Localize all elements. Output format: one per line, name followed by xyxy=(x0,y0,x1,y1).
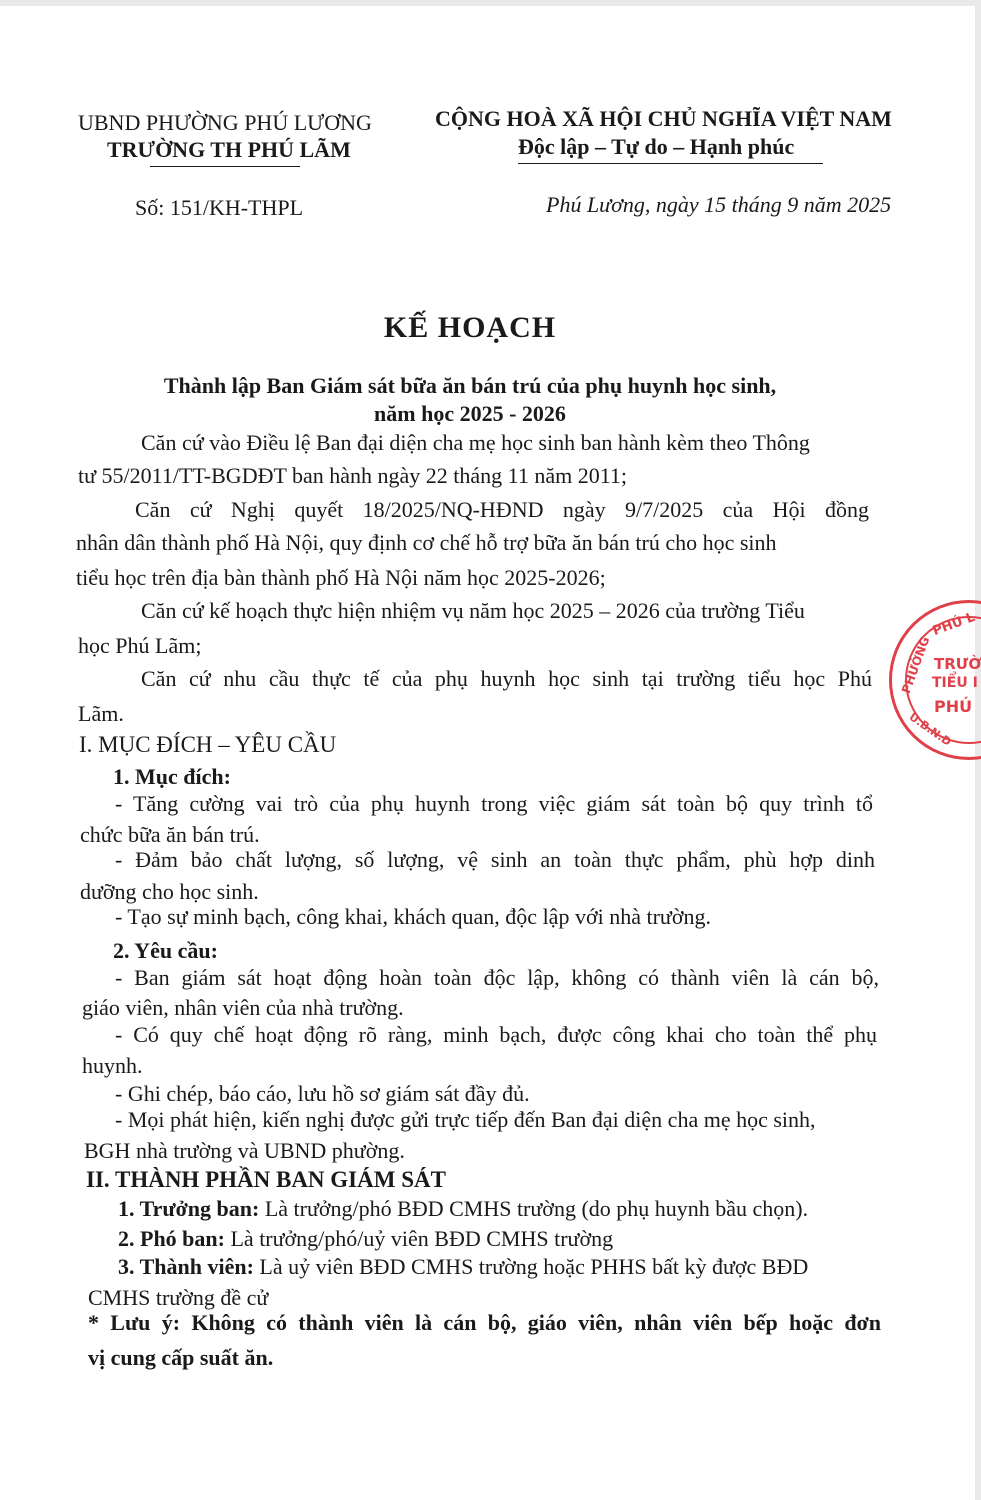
basis-line: học Phú Lãm; xyxy=(78,633,202,658)
basis-line: tư 55/2011/TT-BGDĐT ban hành ngày 22 tháng 11 năm 2011; xyxy=(78,463,628,488)
school-name: TRƯỜNG TH PHÚ LÃM xyxy=(107,137,351,162)
section-2-heading: II. THÀNH PHẦN BAN GIÁM SÁT xyxy=(86,1167,446,1192)
basis-line: Lãm. xyxy=(78,701,124,726)
purpose-line: - Tạo sự minh bạch, công khai, khách quan, độc lập với nhà trường. xyxy=(115,904,711,929)
seal-text-line1: TRƯỜ xyxy=(934,655,981,673)
basis-line: Căn cứ Nghị quyết 18/2025/NQ-HĐND ngày 9/7/2025 của Hội đồng xyxy=(135,497,869,522)
member-text: Là trưởng/phó BĐD CMHS trường (do phụ huynh bầu chọn). xyxy=(259,1196,809,1221)
seal-text-side: PHƯỜNG xyxy=(898,634,933,696)
member-text: Là uỷ viên BĐD CMHS trường hoặc PHHS bất kỳ được BĐD xyxy=(253,1254,809,1279)
seal-text-line3: PHÚ xyxy=(934,697,973,716)
seal-text-top: PHÚ L xyxy=(930,609,978,640)
document-number: Số: 151/KH-THPL xyxy=(135,195,304,220)
purpose-heading: 1. Mục đích: xyxy=(113,764,231,789)
member-text: Là trưởng/phó/uỷ viên BĐD CMHS trường xyxy=(224,1226,614,1251)
purpose-line: - Đảm bảo chất lượng, số lượng, vệ sinh an toàn thực phẩm, phù hợp dinh xyxy=(115,847,875,872)
requirement-line: - Mọi phát hiện, kiến nghị được gửi trực tiếp đến Ban đại diện cha mẹ học sinh, xyxy=(115,1107,816,1132)
requirement-line: giáo viên, nhân viên của nhà trường. xyxy=(82,995,404,1020)
note-line: vị cung cấp suất ăn. xyxy=(88,1345,274,1370)
member-label: 3. Thành viên: xyxy=(118,1254,254,1279)
requirement-line: - Có quy chế hoạt động rõ ràng, minh bạch, được công khai cho toàn thể phụ xyxy=(115,1022,877,1047)
country-name: CỘNG HOÀ XÃ HỘI CHỦ NGHĨA VIỆT NAM xyxy=(435,106,892,131)
school-name-underline xyxy=(150,166,300,167)
basis-line: Căn cứ nhu cầu thực tế của phụ huynh học sinh tại trường tiểu học Phú xyxy=(141,666,872,691)
purpose-line: dưỡng cho học sinh. xyxy=(80,879,259,904)
requirement-line: - Ban giám sát hoạt động hoàn toàn độc lập, không có thành viên là cán bộ, xyxy=(115,965,879,990)
note-line: * Lưu ý: Không có thành viên là cán bộ, giáo viên, nhân viên bếp hoặc đơn xyxy=(88,1310,881,1335)
member-item-chair xyxy=(118,1192,808,1225)
basis-line: tiểu học trên địa bàn thành phố Hà Nội năm học 2025-2026; xyxy=(76,565,606,590)
member-label: 1. Trưởng ban: xyxy=(118,1196,260,1221)
member-item-members xyxy=(118,1250,808,1283)
document-subtitle-line1: Thành lập Ban Giám sát bữa ăn bán trú của phụ huynh học sinh, xyxy=(163,373,777,398)
purpose-line: - Tăng cường vai trò của phụ huynh trong việc giám sát toàn bộ quy trình tổ xyxy=(115,791,873,816)
motto-underline xyxy=(518,163,823,164)
basis-line: Căn cứ kế hoạch thực hiện nhiệm vụ năm học 2025 – 2026 của trường Tiểu xyxy=(141,598,805,623)
document-subtitle-line2: năm học 2025 - 2026 xyxy=(374,401,566,426)
motto: Độc lập – Tự do – Hạnh phúc xyxy=(518,134,795,159)
requirement-line: BGH nhà trường và UBND phường. xyxy=(84,1138,405,1163)
basis-line: Căn cứ vào Điều lệ Ban đại diện cha mẹ học sinh ban hành kèm theo Thông xyxy=(141,430,810,455)
seal-text-bottom: U.B.N.D xyxy=(906,710,954,749)
purpose-line: chức bữa ăn bán trú. xyxy=(80,822,260,847)
seal-text-line2: TIỂU I xyxy=(932,675,978,691)
agency-name: UBND PHƯỜNG PHÚ LƯƠNG xyxy=(78,110,372,135)
member-item-continuation: CMHS trường đề cử xyxy=(88,1285,269,1310)
basis-line: nhân dân thành phố Hà Nội, quy định cơ chế hỗ trợ bữa ăn bán trú cho học sinh xyxy=(76,530,777,555)
section-1-heading: I. MỤC ĐÍCH – YÊU CẦU xyxy=(79,732,337,757)
requirement-line: huynh. xyxy=(82,1053,143,1078)
member-label: 2. Phó ban: xyxy=(118,1226,225,1251)
document-title: KẾ HOẠCH xyxy=(383,311,557,344)
place-date: Phú Lương, ngày 15 tháng 9 năm 2025 xyxy=(546,192,892,217)
requirements-heading: 2. Yêu cầu: xyxy=(113,938,218,963)
requirement-line: - Ghi chép, báo cáo, lưu hồ sơ giám sát đầy đủ. xyxy=(115,1081,530,1106)
